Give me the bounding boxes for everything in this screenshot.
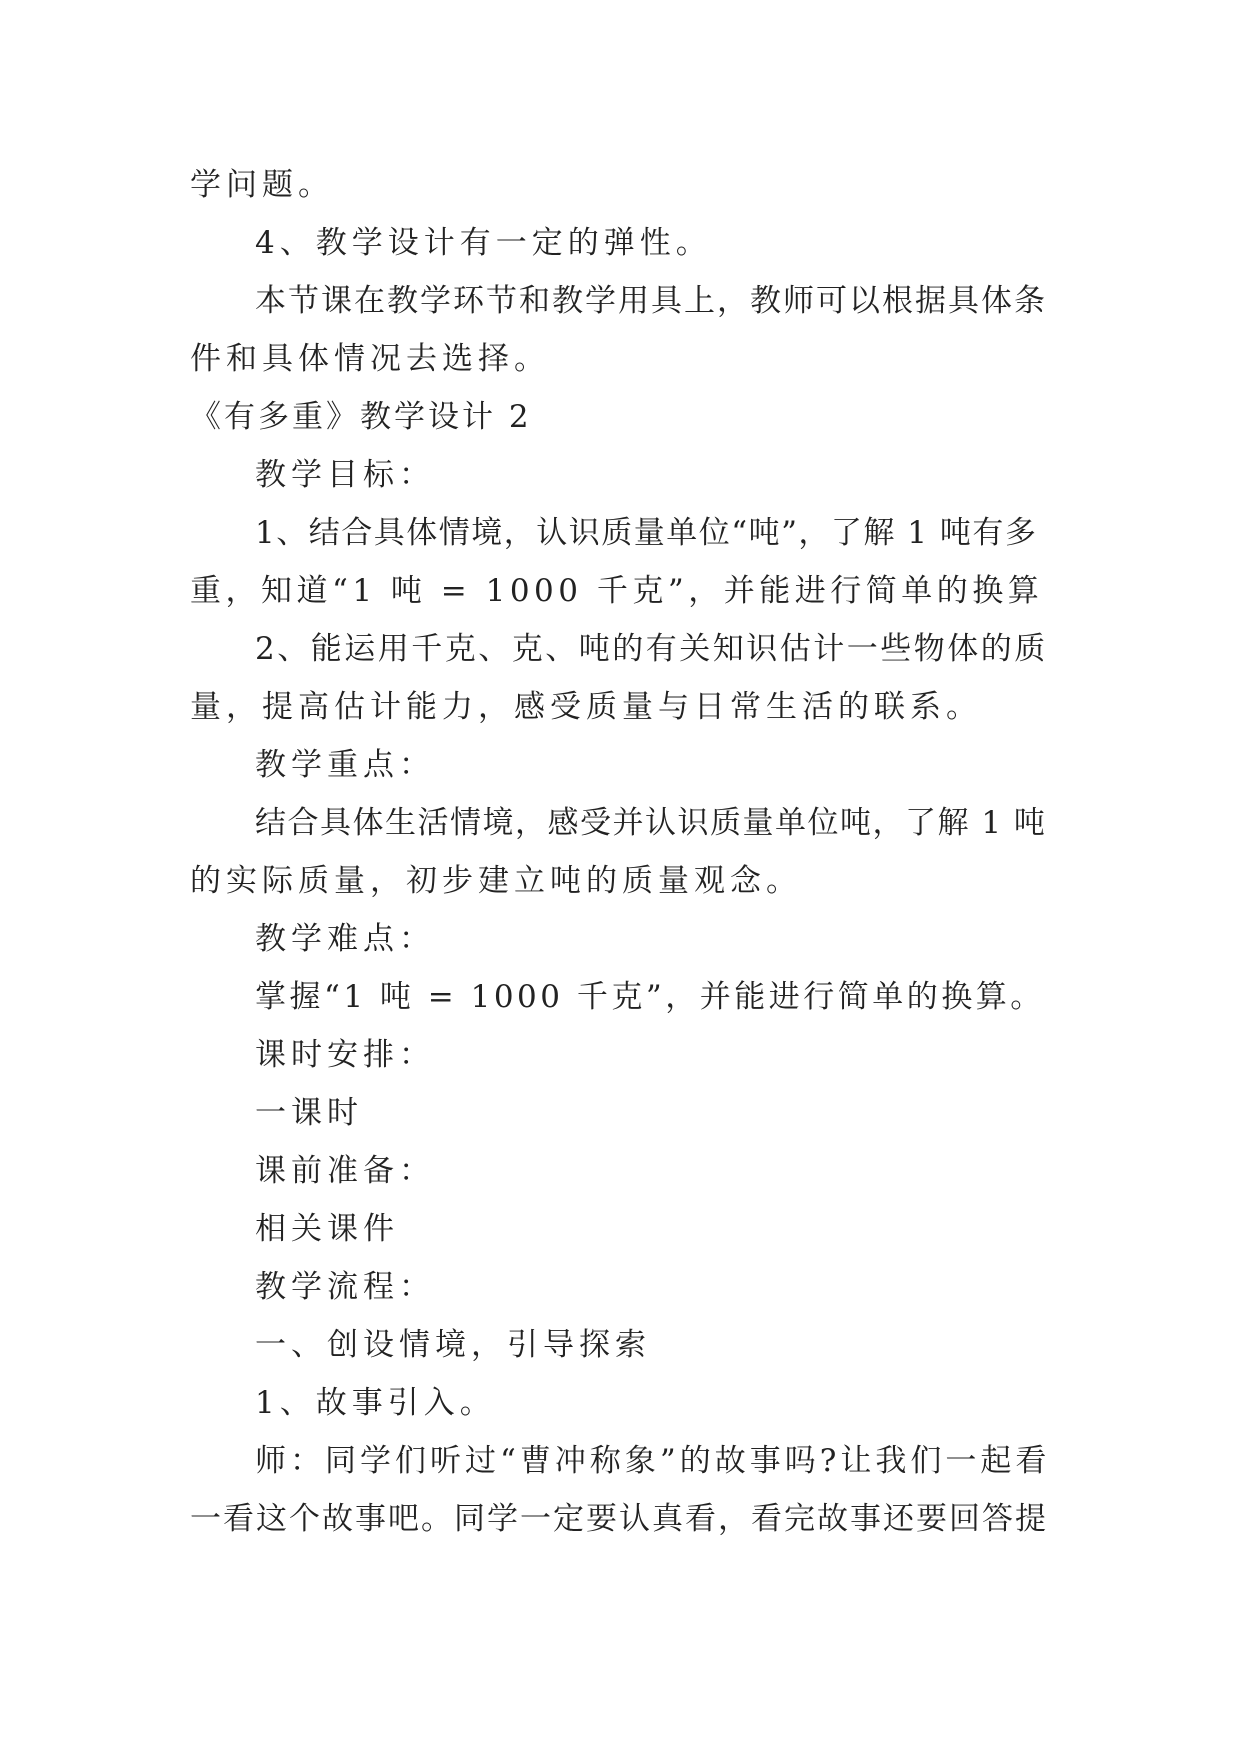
text-line: 师：同学们听过“曹冲称象”的故事吗?让我们一起看 <box>255 1443 1051 1479</box>
text-line: 的实际质量，初步建立吨的质量观念。 <box>190 863 802 899</box>
text-line: 一、创设情境，引导探索 <box>255 1327 651 1363</box>
text-line: 2、能运用千克、克、吨的有关知识估计一些物体的质 <box>255 631 1048 667</box>
text-line: 结合具体生活情境，感受并认识质量单位吨，了解 1 吨 <box>255 805 1047 841</box>
text-line: 量，提高估计能力，感受质量与日常生活的联系。 <box>190 689 982 725</box>
text-line: 1、结合具体情境，认识质量单位“吨”，了解 1 吨有多 <box>255 515 1038 551</box>
text-line: 课时安排： <box>255 1037 435 1073</box>
text-line: 相关课件 <box>255 1211 399 1247</box>
text-line: 1、故事引入。 <box>255 1385 496 1421</box>
text-line: 4、教学设计有一定的弹性。 <box>255 225 712 261</box>
text-line: 本节课在教学环节和教学用具上，教师可以根据具体条 <box>255 283 1047 319</box>
text-line: 掌握“1 吨 = 1000 千克”，并能进行简单的换算。 <box>255 979 1045 1015</box>
text-line: 件和具体情况去选择。 <box>190 341 550 377</box>
section-heading: 《有多重》教学设计 2 <box>190 399 532 435</box>
text-line: 重，知道“1 吨 = 1000 千克”，并能进行简单的换算 <box>190 573 1044 609</box>
text-line: 教学目标： <box>255 457 435 493</box>
text-line: 教学流程： <box>255 1269 435 1305</box>
text-line: 一看这个故事吧。同学一定要认真看，看完故事还要回答提 <box>190 1501 1048 1537</box>
text-line: 学问题。 <box>190 167 334 203</box>
text-line: 教学重点： <box>255 747 435 783</box>
text-line: 教学难点： <box>255 921 435 957</box>
text-line: 课前准备： <box>255 1153 435 1189</box>
text-line: 一课时 <box>255 1095 363 1131</box>
